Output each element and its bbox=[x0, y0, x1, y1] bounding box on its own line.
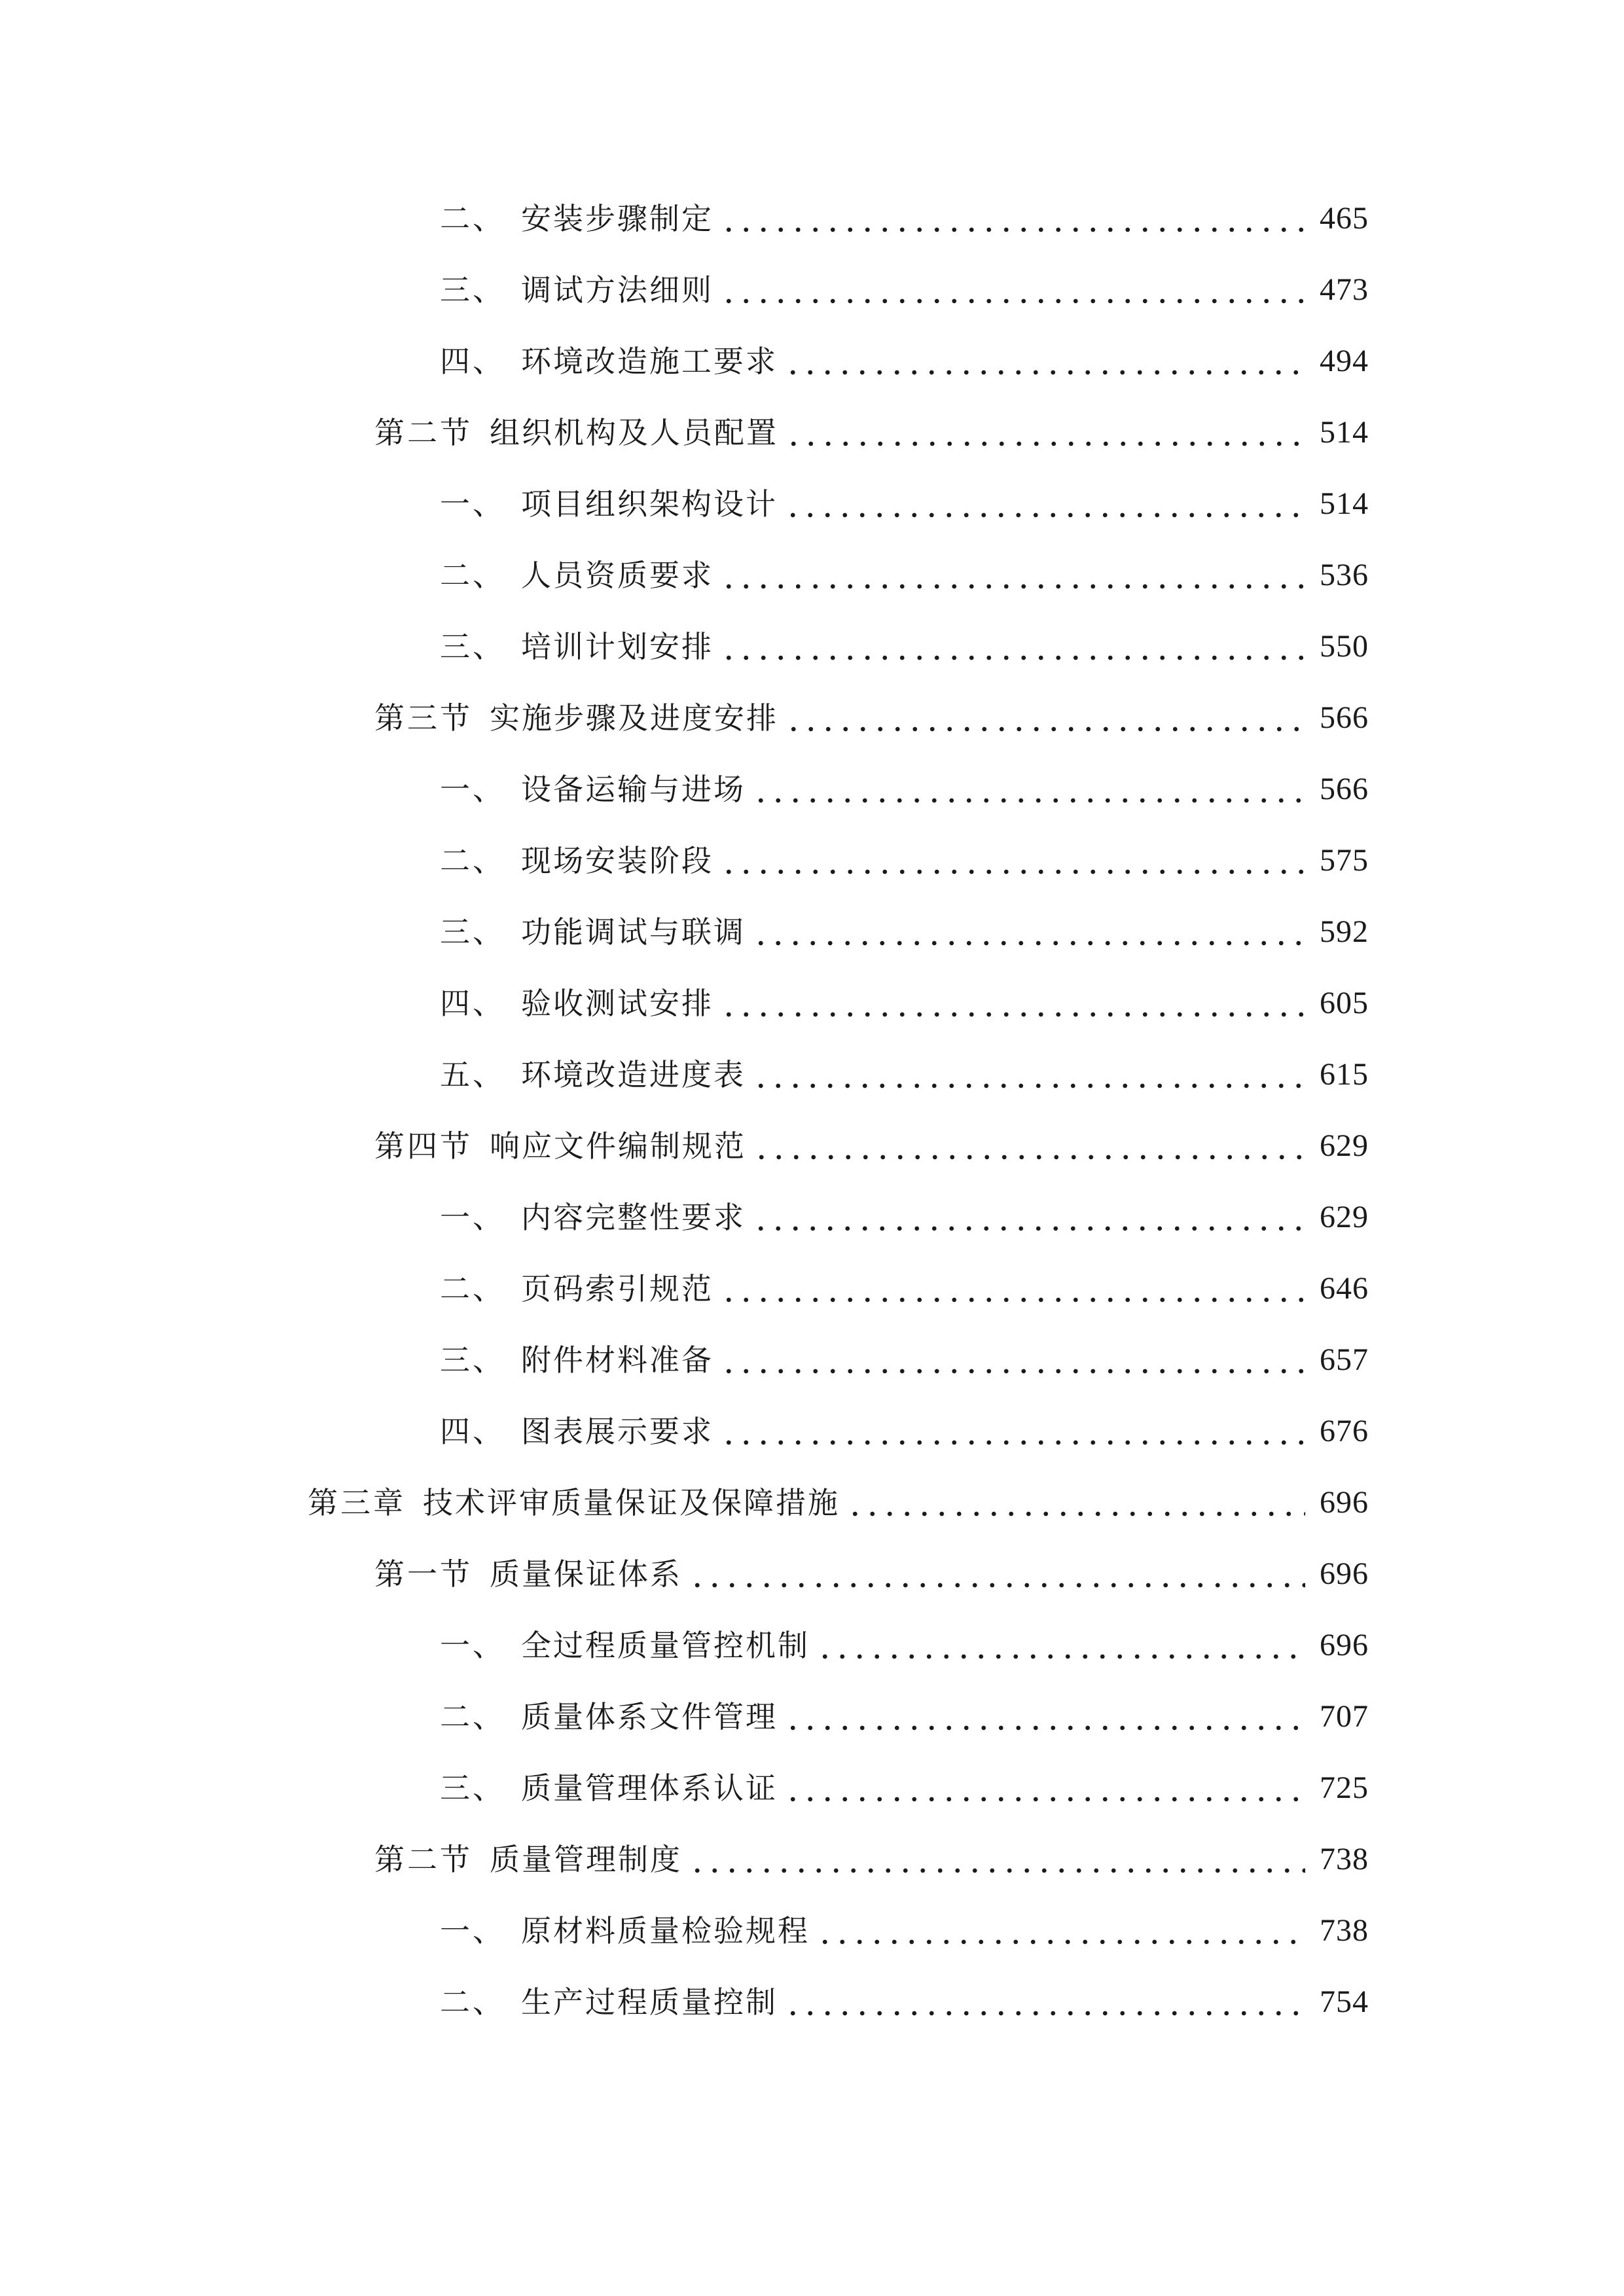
entry-page-number: 605 bbox=[1320, 986, 1369, 1020]
entry-page-number: 754 bbox=[1320, 1984, 1369, 2019]
entry-number: 三、 bbox=[440, 272, 505, 308]
entry-number: 二、 bbox=[440, 1699, 505, 1734]
dot-leader bbox=[752, 1202, 1305, 1232]
entry-title: 页码索引规范 bbox=[521, 1271, 713, 1306]
entry-number: 第三节 bbox=[374, 700, 473, 736]
toc-entry[interactable] bbox=[440, 831, 1369, 890]
entry-title: 环境改造进度表 bbox=[521, 1057, 746, 1092]
entry-number: 二、 bbox=[440, 1984, 505, 2020]
dot-leader bbox=[784, 346, 1305, 376]
dot-leader bbox=[785, 703, 1305, 733]
entry-title: 全过程质量管控机制 bbox=[521, 1628, 810, 1663]
dot-leader bbox=[784, 1702, 1305, 1732]
entry-number: 二、 bbox=[440, 558, 505, 593]
entry-title: 附件材料准备 bbox=[521, 1342, 713, 1378]
entry-page-number: 592 bbox=[1320, 914, 1369, 949]
entry-number: 第一节 bbox=[374, 1556, 473, 1592]
entry-page-number: 514 bbox=[1320, 415, 1369, 450]
toc-entry[interactable] bbox=[440, 903, 1369, 961]
toc-entry[interactable] bbox=[440, 1331, 1369, 1390]
toc-entry[interactable] bbox=[440, 546, 1369, 605]
toc-entry[interactable] bbox=[440, 189, 1369, 248]
entry-title: 生产过程质量控制 bbox=[521, 1984, 778, 2020]
entry-page-number: 646 bbox=[1320, 1271, 1369, 1306]
toc-entry[interactable] bbox=[440, 1402, 1369, 1461]
entry-title: 质量保证体系 bbox=[490, 1556, 682, 1592]
dot-leader bbox=[720, 988, 1305, 1018]
dot-leader bbox=[784, 489, 1305, 519]
entry-number: 一、 bbox=[440, 1628, 505, 1663]
entry-title: 原材料质量检验规程 bbox=[521, 1913, 810, 1948]
dot-leader bbox=[720, 204, 1305, 234]
entry-title: 环境改造施工要求 bbox=[521, 344, 778, 379]
entry-page-number: 725 bbox=[1320, 1770, 1369, 1805]
entry-number: 第三章 bbox=[308, 1485, 406, 1520]
entry-number: 二、 bbox=[440, 201, 505, 236]
dot-leader bbox=[753, 1131, 1305, 1161]
entry-title: 质量管理体系认证 bbox=[521, 1770, 778, 1806]
entry-title: 质量管理制度 bbox=[490, 1842, 682, 1877]
toc-entry[interactable] bbox=[440, 475, 1369, 533]
entry-page-number: 629 bbox=[1320, 1128, 1369, 1163]
entry-number: 三、 bbox=[440, 1342, 505, 1378]
dot-leader bbox=[720, 632, 1305, 662]
toc-entry[interactable] bbox=[440, 1973, 1369, 2032]
dot-leader bbox=[846, 1488, 1305, 1518]
dot-leader bbox=[720, 560, 1305, 590]
entry-page-number: 575 bbox=[1320, 843, 1369, 878]
entry-title: 现场安装阶段 bbox=[521, 843, 713, 878]
dot-leader bbox=[752, 774, 1305, 804]
entry-number: 二、 bbox=[440, 843, 505, 878]
toc-entry[interactable] bbox=[440, 1259, 1369, 1318]
entry-title: 验收测试安排 bbox=[521, 986, 713, 1021]
toc-entry[interactable] bbox=[440, 760, 1369, 819]
toc-entry[interactable] bbox=[440, 974, 1369, 1033]
toc-entry[interactable] bbox=[374, 1830, 1369, 1889]
entry-title: 调试方法细则 bbox=[521, 272, 713, 308]
dot-leader bbox=[720, 1274, 1305, 1304]
toc-entry[interactable] bbox=[440, 1188, 1369, 1247]
toc-entry[interactable] bbox=[374, 1117, 1369, 1175]
entry-title: 组织机构及人员配置 bbox=[490, 415, 778, 450]
entry-number: 四、 bbox=[440, 344, 505, 379]
toc-entry[interactable] bbox=[440, 1759, 1369, 1818]
entry-number: 一、 bbox=[440, 486, 505, 522]
toc-entry[interactable] bbox=[440, 1901, 1369, 1960]
entry-number: 四、 bbox=[440, 1414, 505, 1449]
entry-number: 三、 bbox=[440, 1770, 505, 1806]
entry-title: 质量体系文件管理 bbox=[521, 1699, 778, 1734]
entry-page-number: 473 bbox=[1320, 272, 1369, 307]
toc-entry[interactable] bbox=[440, 1616, 1369, 1675]
entry-title: 图表展示要求 bbox=[521, 1414, 713, 1449]
dot-leader bbox=[720, 275, 1305, 305]
dot-leader bbox=[720, 846, 1305, 876]
entry-page-number: 536 bbox=[1320, 558, 1369, 592]
entry-title: 安装步骤制定 bbox=[521, 201, 713, 236]
entry-title: 项目组织架构设计 bbox=[521, 486, 778, 522]
entry-number: 一、 bbox=[440, 1913, 505, 1948]
entry-number: 三、 bbox=[440, 914, 505, 950]
toc-entry[interactable] bbox=[440, 1045, 1369, 1104]
entry-page-number: 566 bbox=[1320, 772, 1369, 806]
dot-leader bbox=[720, 1416, 1305, 1446]
dot-leader bbox=[784, 1987, 1305, 2017]
entry-page-number: 676 bbox=[1320, 1414, 1369, 1448]
entry-number: 五、 bbox=[440, 1057, 505, 1092]
entry-page-number: 494 bbox=[1320, 344, 1369, 378]
entry-title: 实施步骤及进度安排 bbox=[490, 700, 778, 736]
entry-page-number: 615 bbox=[1320, 1057, 1369, 1092]
entry-title: 人员资质要求 bbox=[521, 558, 713, 593]
entry-title: 技术评审质量保证及保障措施 bbox=[423, 1485, 840, 1520]
entry-page-number: 707 bbox=[1320, 1699, 1369, 1734]
entry-page-number: 696 bbox=[1320, 1628, 1369, 1662]
dot-leader bbox=[816, 1916, 1305, 1946]
entry-page-number: 657 bbox=[1320, 1342, 1369, 1377]
toc-entry[interactable] bbox=[374, 403, 1369, 462]
dot-leader bbox=[784, 1773, 1305, 1803]
entry-title: 设备运输与进场 bbox=[521, 772, 746, 807]
dot-leader bbox=[689, 1844, 1305, 1874]
entry-number: 一、 bbox=[440, 1200, 505, 1235]
toc-entry[interactable] bbox=[440, 332, 1369, 391]
entry-page-number: 629 bbox=[1320, 1200, 1369, 1234]
entry-title: 培训计划安排 bbox=[521, 629, 713, 664]
entry-page-number: 696 bbox=[1320, 1485, 1369, 1520]
entry-page-number: 514 bbox=[1320, 486, 1369, 521]
entry-number: 一、 bbox=[440, 772, 505, 807]
entry-page-number: 465 bbox=[1320, 201, 1369, 236]
entry-number: 三、 bbox=[440, 629, 505, 664]
toc-entry[interactable] bbox=[440, 260, 1369, 319]
toc-entry[interactable] bbox=[440, 1687, 1369, 1746]
entry-page-number: 738 bbox=[1320, 1842, 1369, 1876]
entry-page-number: 550 bbox=[1320, 629, 1369, 664]
entry-page-number: 566 bbox=[1320, 700, 1369, 735]
toc-entry[interactable] bbox=[308, 1473, 1369, 1532]
dot-leader bbox=[720, 1345, 1305, 1375]
toc-entry[interactable] bbox=[440, 617, 1369, 676]
entry-number: 四、 bbox=[440, 986, 505, 1021]
entry-title: 内容完整性要求 bbox=[521, 1200, 746, 1235]
entry-number: 第二节 bbox=[374, 415, 473, 450]
entry-number: 第二节 bbox=[374, 1842, 473, 1877]
toc-entry[interactable] bbox=[374, 689, 1369, 747]
dot-leader bbox=[752, 1060, 1305, 1090]
entry-number: 第四节 bbox=[374, 1128, 473, 1164]
dot-leader bbox=[785, 418, 1305, 448]
dot-leader bbox=[816, 1630, 1305, 1660]
dot-leader bbox=[752, 917, 1305, 947]
entry-number: 二、 bbox=[440, 1271, 505, 1306]
entry-title: 响应文件编制规范 bbox=[490, 1128, 746, 1164]
entry-page-number: 696 bbox=[1320, 1556, 1369, 1591]
dot-leader bbox=[689, 1559, 1305, 1589]
entry-title: 功能调试与联调 bbox=[521, 914, 746, 950]
entry-page-number: 738 bbox=[1320, 1913, 1369, 1948]
toc-entry[interactable] bbox=[374, 1545, 1369, 1604]
